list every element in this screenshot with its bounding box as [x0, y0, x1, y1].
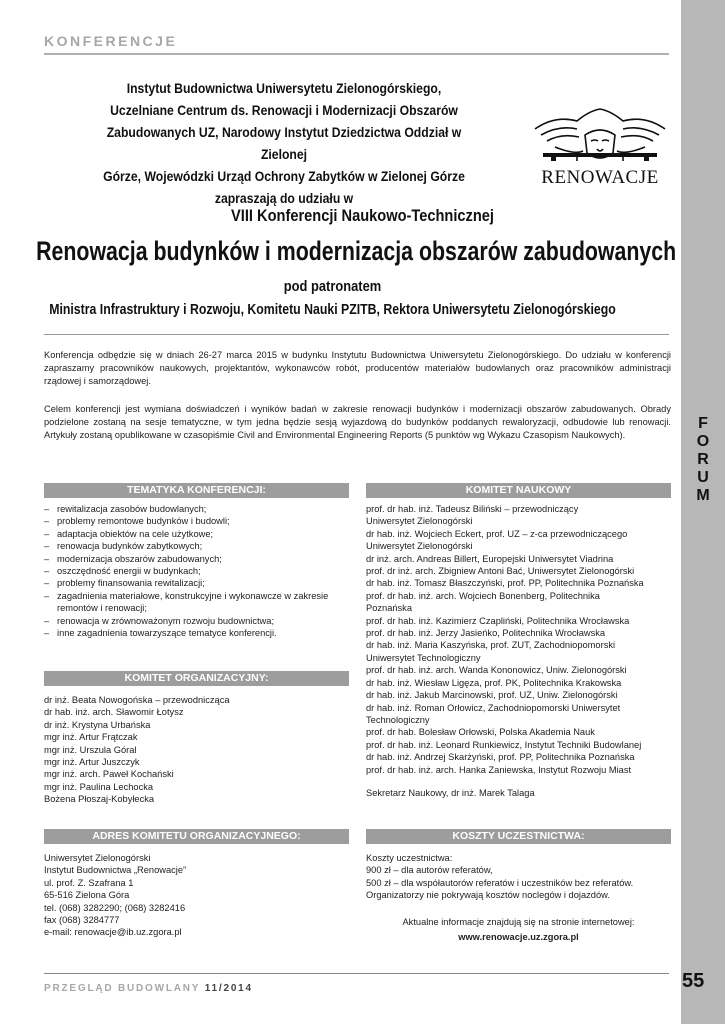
- address-line: 65-516 Zielona Góra: [44, 890, 130, 901]
- info-text: Aktualne informacje znajdują się na stronie internetowej:: [402, 916, 635, 927]
- list-item: dr hab. inż. Tomasz Błaszczyński, prof. PP, Politechnika Poznańska: [366, 578, 644, 589]
- topics-list: [44, 503, 349, 639]
- address-heading: ADRES KOMITETU ORGANIZACYJNEGO:: [44, 829, 349, 844]
- list-item: dr hab. inż. Roman Orłowicz, Zachodniopomorski Uniwersytet: [366, 702, 621, 713]
- invitation-line: Górze, Wojewódzki Urząd Ochrony Zabytków w Zielonej Górze: [103, 169, 465, 185]
- list-item: dr inż. Beata Nowogońska – przewodnicząca: [44, 695, 230, 705]
- list-item: – renowacja w zrównoważonym rozwoju budownictwa;: [44, 615, 349, 627]
- list-item: dr hab. inż. Wojciech Eckert, prof. UZ – z-ca przewodniczącego: [366, 528, 628, 539]
- list-item: prof. dr hab. Bolesław Orłowski, Polska Akademia Nauk: [366, 727, 595, 738]
- list-item: prof. dr hab. inż. Leonard Runkiewicz, Instytut Techniki Budowlanej: [366, 739, 642, 750]
- footer-divider: [44, 973, 669, 974]
- list-item: – renowacja budynków zabytkowych;: [44, 540, 349, 552]
- list-item: dr hab. inż. arch. Sławomir Łotysz: [44, 707, 184, 718]
- spacer: [366, 776, 676, 787]
- list-item: mgr inż. Artur Frątczak: [44, 732, 138, 743]
- list-item: dr hab. inż. Wiesław Ligęza, prof. PK, Politechnika Krakowska: [366, 677, 622, 688]
- list-item: – modernizacja obszarów zabudowanych;: [44, 553, 349, 565]
- issue-number: 11/2014: [204, 983, 253, 994]
- spacer: [366, 902, 671, 916]
- conference-number: VIII Konferencji Naukowo-Technicznej: [231, 206, 494, 225]
- section-label: KONFERENCJE: [44, 33, 178, 49]
- scientific-committee-heading: KOMITET NAUKOWY: [366, 483, 671, 498]
- invitation-line: Uczelniane Centrum ds. Renowacji i Modernizacji Obszarów: [110, 103, 458, 119]
- side-tab-letter: U: [697, 469, 709, 486]
- title-divider: [44, 334, 669, 335]
- side-tab-letter: R: [697, 451, 709, 468]
- address-line: ul. prof. Z. Szafrana 1: [44, 877, 134, 888]
- list-item: Uniwersytet Zielonogórski: [366, 541, 473, 552]
- list-item: Poznańska: [366, 603, 412, 614]
- list-item: dr hab. inż. Maria Kaszyńska, prof. ZUT, Zachodniopomorski: [366, 640, 616, 651]
- address-line: Uniwersytet Zielonogórski: [44, 853, 151, 863]
- address-line: Instytut Budownictwa „Renowacje”: [44, 865, 187, 876]
- side-tab-bar: [681, 0, 725, 1024]
- list-item: prof. dr inż. arch. Zbigniew Antoni Bać, Uniwersytet Zielonogórski: [366, 566, 635, 577]
- topics-heading: TEMATYKA KONFERENCJI:: [44, 483, 349, 498]
- side-tab-letter: F: [698, 415, 708, 432]
- website-link[interactable]: www.renowacje.uz.zgora.pl: [458, 932, 579, 943]
- email-link[interactable]: e-mail: renowacje@ib.uz.zgora.pl: [44, 927, 182, 938]
- side-tab-letter: M: [696, 487, 710, 504]
- list-item: – adaptacja obiektów na cele użytkowe;: [44, 528, 349, 540]
- patrons: Ministra Infrastruktury i Rozwoju, Komitetu Nauki PZITB, Rektora Uniwersytetu Zielonogórskiego: [49, 301, 616, 318]
- patronage-label: pod patronatem: [283, 278, 382, 295]
- intro-paragraph-2: Celem konferencji jest wymiana doświadczeń i wyników badań w zakresie renowacji budynków i modernizacji obszarów zabudowanych. Obrady podzielone zostaną na sesje tematyczne, w tym jedna będzie sesją wyjazdową do budynków poddanych rewaloryzacji, odbudowie lub renowacji. Artykuły zostaną opublikowane w czasopiśmie Civil and Environmental Engineering Reports (5 punktów wg Wykazu Czasopism Naukowych).: [44, 404, 671, 440]
- scientific-committee-list: [366, 503, 676, 799]
- costs-line: 500 zł – dla współautorów referatów i uczestników bez referatów.: [366, 877, 634, 888]
- address-block: [44, 852, 349, 939]
- list-item: Technologiczny: [366, 714, 430, 725]
- list-item: prof. dr hab. inż. Jerzy Jasieńko, Politechnika Wrocławska: [366, 628, 606, 639]
- organizing-committee-list: [44, 694, 349, 806]
- list-item: Bożena Płoszaj-Kobyłecka: [44, 794, 155, 805]
- conference-title: Renowacja budynków i modernizacja obszarów zabudowanych: [36, 236, 677, 266]
- costs-line: Organizatorzy nie pokrywają kosztów noclegów i dojazdów.: [366, 890, 610, 901]
- costs-line: 900 zł – dla autorów referatów,: [366, 865, 493, 876]
- address-line: tel. (068) 3282290; (068) 3282416: [44, 902, 186, 913]
- footer-journal: [44, 983, 253, 994]
- invitation-line: Zabudowanych UZ, Narodowy Instytut Dziedzictwa Oddział w Zielonej: [106, 125, 462, 163]
- invitation-organizers: [95, 78, 473, 210]
- list-item: – inne zagadnienia towarzyszące tematyce konferencji.: [44, 627, 349, 639]
- costs-block: [366, 852, 671, 943]
- invitation-line: Instytut Budownictwa Uniwersytetu Zielonogórskiego,: [126, 81, 442, 97]
- list-item: Uniwersytet Technologiczny: [366, 652, 481, 663]
- address-line: fax (068) 3284777: [44, 915, 120, 926]
- invitation-line: zapraszają do udziału w: [214, 191, 354, 207]
- header-divider: [44, 53, 669, 55]
- costs-line: Koszty uczestnictwa:: [366, 853, 453, 863]
- list-item: mgr inż. Urszula Góral: [44, 744, 137, 755]
- list-item: – problemy finansowania rewitalizacji;: [44, 577, 349, 589]
- costs-heading: KOSZTY UCZESTNICTWA:: [366, 829, 671, 844]
- list-item: – problemy remontowe budynków i budowli;: [44, 515, 349, 527]
- page-number: 55: [682, 970, 705, 992]
- list-item: prof. dr hab. inż. arch. Wanda Kononowicz, Uniw. Zielonogórski: [366, 665, 627, 676]
- journal-name: PRZEGLĄD BUDOWLANY: [44, 983, 201, 994]
- list-item: dr inż. arch. Andreas Billert, Europejski Uniwersytet Viadrina: [366, 553, 614, 564]
- list-item: prof. dr hab. inż. Kazimierz Czapliński, Politechnika Wrocławska: [366, 615, 630, 626]
- list-item: dr inż. Krystyna Urbańska: [44, 719, 151, 730]
- list-item: mgr inż. arch. Paweł Kochański: [44, 769, 174, 780]
- list-item: – rewitalizacja zasobów budowlanych;: [44, 503, 349, 515]
- list-item: prof. dr hab. inż. arch. Wojciech Bonenberg, Politechnika: [366, 590, 600, 601]
- list-item: dr hab. inż. Andrzej Skarżyński, prof. PP, Politechnika Poznańska: [366, 752, 635, 763]
- organizing-committee-heading: KOMITET ORGANIZACYJNY:: [44, 671, 349, 686]
- list-item: – oszczędność energii w budynkach;: [44, 565, 349, 577]
- list-item: prof. dr hab. inż. arch. Hanka Zaniewska, Instytut Rozwoju Miast: [366, 764, 632, 775]
- side-tab-letter: O: [696, 433, 710, 450]
- secretary: Sekretarz Naukowy, dr inż. Marek Talaga: [366, 787, 535, 798]
- logo-caption: RENOWACJE: [541, 167, 659, 188]
- intro-paragraph-1: Konferencja odbędzie się w dniach 26-27 marca 2015 w budynku Instytutu Budownictwa Uniwersytetu Zielonogórskiego. Do udziału w konferencji zapraszamy pracowników naukowych, projektantów, wykonawców robót, producentów materiałów budowlanych oraz pracowników administracji rządowej i samorządowej.: [44, 350, 671, 386]
- list-item: prof. dr hab. inż. Tadeusz Biliński – przewodniczący: [366, 504, 579, 514]
- list-item: dr hab. inż. Jakub Marcinowski, prof. UZ, Uniw. Zielonogórski: [366, 690, 618, 701]
- side-tab-label: [688, 415, 718, 505]
- list-item: – zagadnienia materiałowe, konstrukcyjne i wykonawcze w zakresie remontów i renowacji;: [44, 590, 349, 615]
- list-item: mgr inż. Paulina Lechocka: [44, 781, 154, 792]
- list-item: Uniwersytet Zielonogórski: [366, 516, 473, 527]
- list-item: mgr inż. Artur Juszczyk: [44, 757, 140, 768]
